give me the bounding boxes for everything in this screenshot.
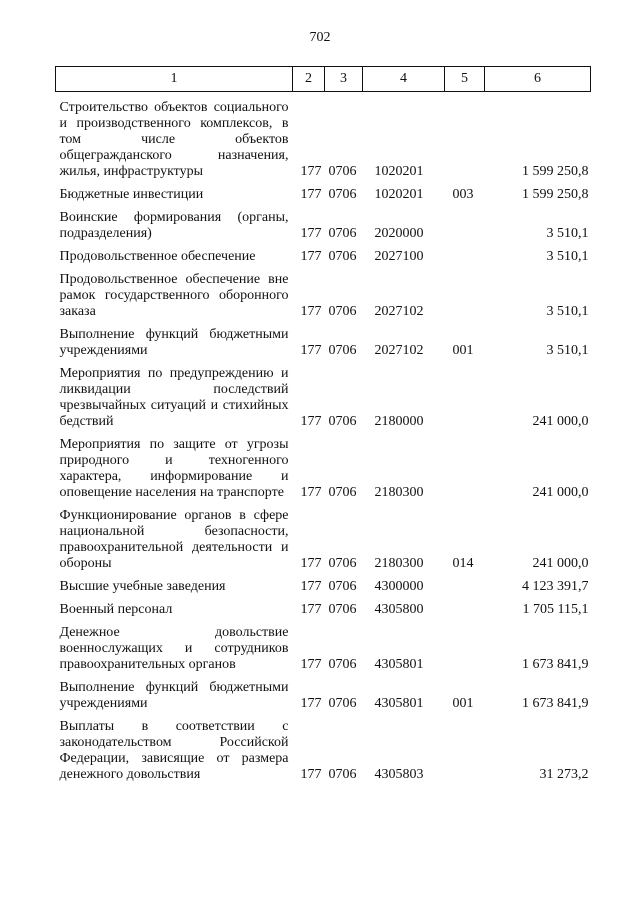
table-row bbox=[56, 576, 591, 599]
row-section-code: 0706 bbox=[328, 602, 357, 617]
row-expense-kind bbox=[445, 599, 485, 622]
row-expense-kind bbox=[445, 716, 485, 787]
row-amount: 1 599 250,8 bbox=[522, 164, 589, 179]
row-name: Мероприятия по защите от угрозы природного и техногенного характера, информирование и оповещение населения на транспорте bbox=[59, 437, 289, 500]
table-row bbox=[56, 92, 591, 185]
row-expense-kind bbox=[445, 246, 485, 269]
header-col-3: 3 bbox=[325, 67, 363, 92]
row-target-code: 2180000 bbox=[374, 414, 424, 429]
row-ministry-code: 177 bbox=[300, 226, 322, 241]
row-target-code: 4300000 bbox=[374, 579, 424, 594]
row-name: Денежное довольствие военнослужащих и сотрудников правоохранительных органов bbox=[59, 625, 289, 672]
row-name: Мероприятия по предупреждению и ликвидации последствий чрезвычайных ситуаций и стихийных бедствий bbox=[59, 366, 289, 429]
table-header bbox=[56, 67, 591, 92]
row-ministry-code: 177 bbox=[300, 602, 322, 617]
row-target-code: 4305801 bbox=[374, 657, 424, 672]
header-col-6: 6 bbox=[485, 67, 591, 92]
table-row bbox=[56, 622, 591, 677]
row-target-code: 2180300 bbox=[374, 556, 424, 571]
row-section-code: 0706 bbox=[328, 249, 357, 264]
row-target-code: 1020201 bbox=[374, 187, 424, 202]
row-target-code: 4305803 bbox=[374, 767, 424, 782]
table-row bbox=[56, 505, 591, 576]
header-col-1: 1 bbox=[56, 67, 293, 92]
row-ministry-code: 177 bbox=[300, 767, 322, 782]
row-expense-kind: 001 bbox=[452, 343, 474, 358]
row-target-code: 2027102 bbox=[374, 304, 424, 319]
row-name: Выплаты в соответствии с законодательством Российской Федерации, зависящие от размера денежного довольствия bbox=[59, 719, 289, 782]
row-expense-kind bbox=[445, 207, 485, 246]
row-name: Военный персонал bbox=[59, 602, 173, 617]
row-target-code: 4305800 bbox=[374, 602, 424, 617]
row-amount: 1 599 250,8 bbox=[522, 187, 589, 202]
row-name: Бюджетные инвестиции bbox=[59, 187, 204, 202]
row-expense-kind bbox=[445, 269, 485, 324]
budget-table bbox=[55, 66, 591, 787]
row-expense-kind bbox=[445, 363, 485, 434]
page-number: 702 bbox=[309, 30, 331, 45]
row-ministry-code: 177 bbox=[300, 304, 322, 319]
row-amount: 3 510,1 bbox=[546, 343, 589, 358]
row-ministry-code: 177 bbox=[300, 414, 322, 429]
table-row bbox=[56, 184, 591, 207]
row-ministry-code: 177 bbox=[300, 556, 322, 571]
row-target-code: 2180300 bbox=[374, 485, 424, 500]
row-name: Продовольственное обеспечение bbox=[59, 249, 256, 264]
row-target-code: 4305801 bbox=[374, 696, 424, 711]
row-ministry-code: 177 bbox=[300, 579, 322, 594]
table-row bbox=[56, 207, 591, 246]
row-expense-kind bbox=[445, 622, 485, 677]
row-amount: 1 673 841,9 bbox=[522, 657, 589, 672]
row-expense-kind: 003 bbox=[452, 187, 474, 202]
header-row bbox=[56, 67, 591, 92]
row-name: Продовольственное обеспечение вне рамок государственного оборонного заказа bbox=[59, 272, 289, 319]
row-amount: 3 510,1 bbox=[546, 249, 589, 264]
row-ministry-code: 177 bbox=[300, 485, 322, 500]
row-section-code: 0706 bbox=[328, 696, 357, 711]
row-section-code: 0706 bbox=[328, 226, 357, 241]
row-amount: 1 673 841,9 bbox=[522, 696, 589, 711]
row-target-code: 1020201 bbox=[374, 164, 424, 179]
row-amount: 241 000,0 bbox=[532, 485, 589, 500]
table-row bbox=[56, 716, 591, 787]
header-col-2: 2 bbox=[293, 67, 325, 92]
row-section-code: 0706 bbox=[328, 767, 357, 782]
row-ministry-code: 177 bbox=[300, 657, 322, 672]
row-section-code: 0706 bbox=[328, 187, 357, 202]
row-name: Выполнение функций бюджетными учреждениями bbox=[59, 327, 289, 358]
row-amount: 4 123 391,7 bbox=[522, 579, 589, 594]
row-section-code: 0706 bbox=[328, 164, 357, 179]
row-name: Функционирование органов в сфере национальной безопасности, правоохранительной деятельности и обороны bbox=[59, 508, 289, 571]
row-section-code: 0706 bbox=[328, 343, 357, 358]
row-expense-kind bbox=[445, 576, 485, 599]
row-amount: 3 510,1 bbox=[546, 226, 589, 241]
row-section-code: 0706 bbox=[328, 485, 357, 500]
row-amount: 1 705 115,1 bbox=[522, 602, 589, 617]
row-name: Высшие учебные заведения bbox=[59, 579, 226, 594]
row-name: Воинские формирования (органы, подразделения) bbox=[59, 210, 289, 241]
row-section-code: 0706 bbox=[328, 657, 357, 672]
row-expense-kind bbox=[445, 92, 485, 185]
table-row bbox=[56, 363, 591, 434]
row-target-code: 2027102 bbox=[374, 343, 424, 358]
header-col-4: 4 bbox=[363, 67, 445, 92]
row-expense-kind: 014 bbox=[452, 556, 474, 571]
row-ministry-code: 177 bbox=[300, 164, 322, 179]
row-amount: 241 000,0 bbox=[532, 414, 589, 429]
row-ministry-code: 177 bbox=[300, 343, 322, 358]
row-target-code: 2020000 bbox=[374, 226, 424, 241]
row-section-code: 0706 bbox=[328, 556, 357, 571]
table-row bbox=[56, 599, 591, 622]
row-section-code: 0706 bbox=[328, 304, 357, 319]
row-ministry-code: 177 bbox=[300, 187, 322, 202]
table-row bbox=[56, 246, 591, 269]
row-amount: 3 510,1 bbox=[546, 304, 589, 319]
row-amount: 241 000,0 bbox=[532, 556, 589, 571]
row-name: Строительство объектов социального и производственного комплексов, в том числе объектов общегражданского назначения, жилья, инфраструктуры bbox=[59, 100, 289, 179]
row-name: Выполнение функций бюджетными учреждениями bbox=[59, 680, 289, 711]
table-row bbox=[56, 677, 591, 716]
table-row bbox=[56, 269, 591, 324]
table-row bbox=[56, 324, 591, 363]
table-row bbox=[56, 434, 591, 505]
header-col-5: 5 bbox=[445, 67, 485, 92]
row-section-code: 0706 bbox=[328, 579, 357, 594]
row-expense-kind bbox=[445, 434, 485, 505]
row-expense-kind: 001 bbox=[452, 696, 474, 711]
row-target-code: 2027100 bbox=[374, 249, 424, 264]
row-amount: 31 273,2 bbox=[539, 767, 589, 782]
row-ministry-code: 177 bbox=[300, 249, 322, 264]
row-section-code: 0706 bbox=[328, 414, 357, 429]
table-body bbox=[56, 92, 591, 788]
row-ministry-code: 177 bbox=[300, 696, 322, 711]
